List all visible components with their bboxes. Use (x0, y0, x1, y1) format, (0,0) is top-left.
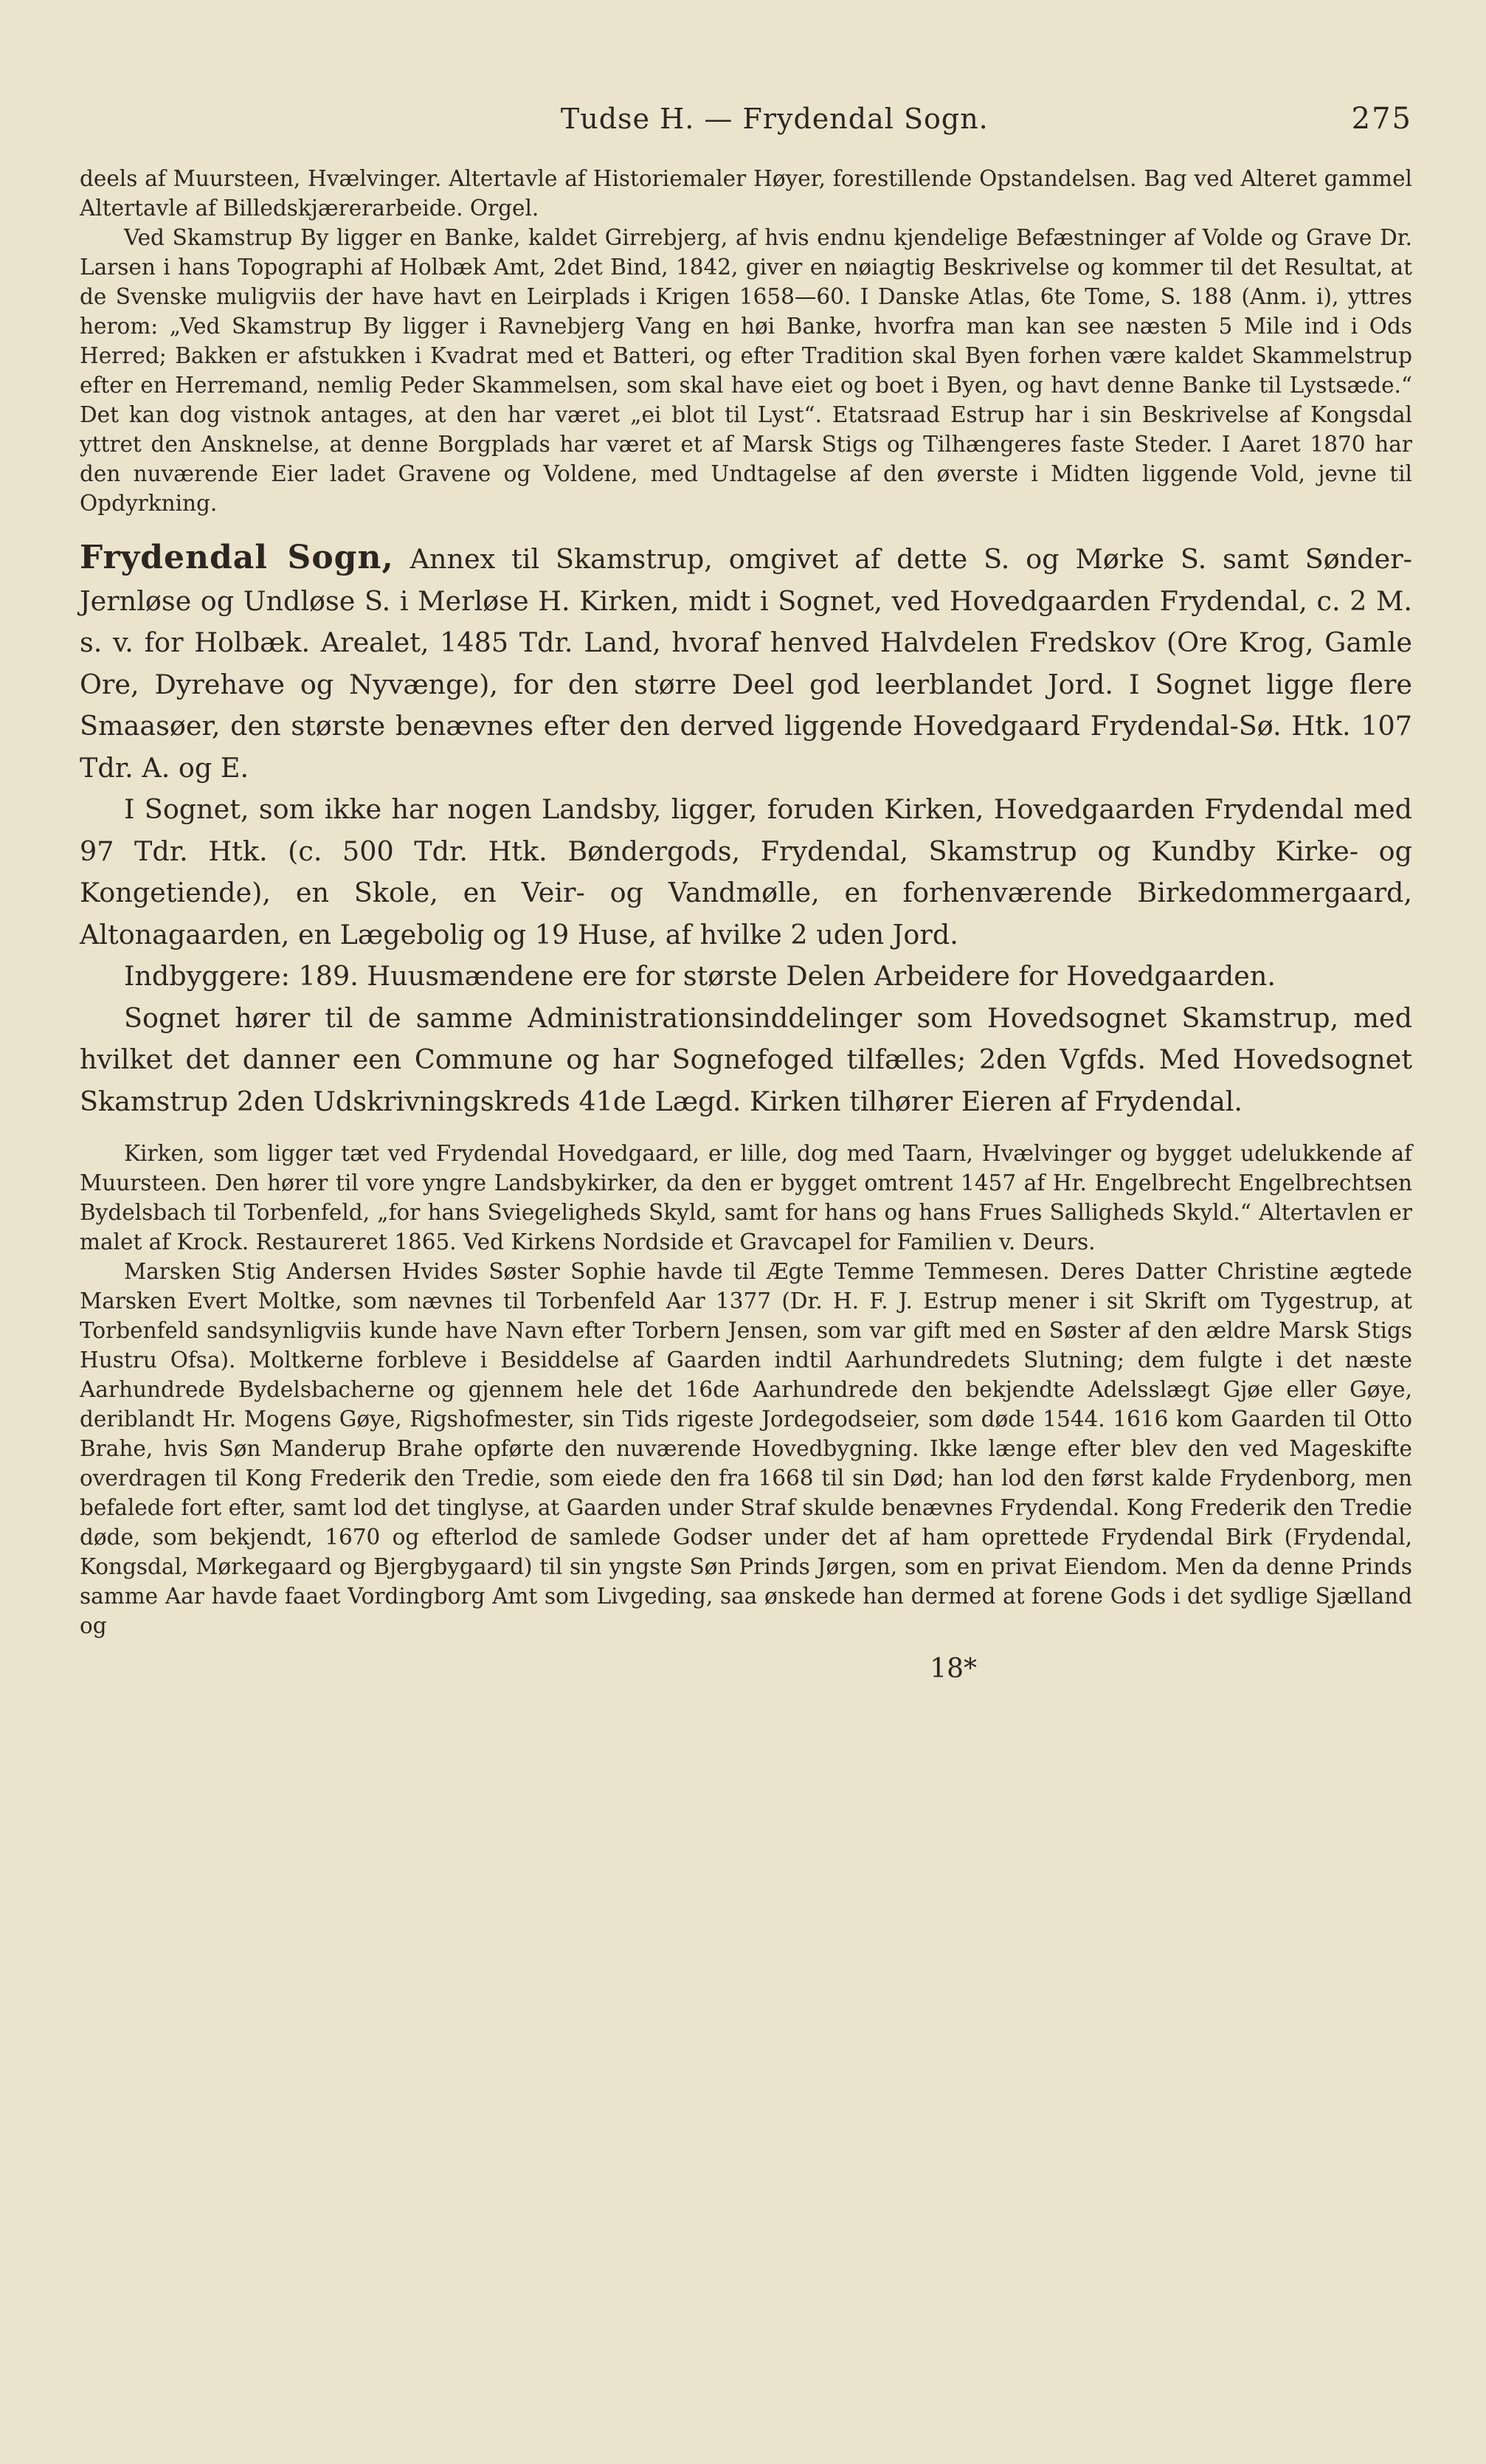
note-history: Marsken Stig Andersen Hvides Søster Sophie havde til Ægte Temme Temmesen. Deres Datter Christine ægtede Marsken Evert Moltke, som nævnes til Torbenfeld Aar 1377 (Dr. H. F. J. Estrup mener i sit Skrift om Tygestrup, at Torbenfeld sandsynligviis kunde have Navn efter Torbern Jensen, som var gift med en Søster af den ældre Marsk Stigs Hustru Ofsa). Moltkerne forbleve i Besiddelse af Gaarden indtil Aarhundredets Slutning; dem fulgte i det næste Aarhundrede Bydelsbacherne og gjennem hele det 16de Aarhundrede den bekjendte Adelsslægt Gjøe eller Gøye, deriblandt Hr. Mogens Gøye, Rigshofmester, sin Tids rigeste Jordegodseier, som døde 1544. 1616 kom Gaarden til Otto Brahe, hvis Søn Manderup Brahe opførte den nuværende Hovedbygning. Ikke længe efter blev den ved Mageskifte overdragen til Kong Frederik den Tredie, som eiede den fra 1668 til sin Død; han lod den først kalde Frydenborg, men befalede fort efter, samt lod det tinglyse, at Gaarden under Straf skulde benævnes Frydendal. Kong Frederik den Tredie døde, som bekjendt, 1670 og efterlod de samlede Godser under det af ham oprettede Frydendal Birk (Frydendal, Kongsdal, Mørkegaard og Bjergbygaard) til sin yngste Søn Prinds Jørgen, som en privat Eiendom. Men da denne Prinds samme Aar havde faaet Vordingborg Amt som Livgeding, saa ønskede han dermed at forene Gods i det sydlige Sjælland og (80, 1259, 1412, 1638)
paragraph-skamstrup-fortification: Ved Skamstrup By ligger en Banke, kaldet Girrebjerg, af hvis endnu kjendelige Befæstninger af Volde og Grave Dr. Larsen i hans Topographi af Holbæk Amt, 2det Bind, 1842, giver en nøiagtig Beskrivelse og kommer til det Resultat, at de Svenske muligviis der have havt en Leirplads i Krigen 1658—60. I Danske Atlas, 6te Tome, S. 188 (Anm. i), yttres herom: „Ved Skamstrup By ligger i Ravnebjerg Vang en høi Banke, hvorfra man kan see næsten 5 Mile ind i Ods Herred; Bakken er afstukken i Kvadrat med et Batteri, og efter Tradition skal Byen forhen være kaldet Skammelstrup efter en Herremand, nemlig Peder Skammelsen, som skal have eiet og boet i Byen, og havt denne Banke til Lystsæde.“ Det kan dog vistnok antages, at den har været „ei blot til Lyst“. Etatsraad Estrup har i sin Beskrivelse af Kongsdal yttret den Ansknelse, at denne Borgplads har været et af Marsk Stigs og Tilhængeres faste Steder. I Aaret 1870 har den nuværende Eier ladet Gravene og Voldene, med Undtagelse af den øverste i Midten liggende Vold, jevne til Opdyrkning. (80, 225, 1412, 516)
frydendal-villages: I Sognet, som ikke har nogen Landsby, ligger, foruden Kirken, Hovedgaarden Frydendal med 97 Tdr. Htk. (c. 500 Tdr. Htk. Bøndergods, Frydendal, Skamstrup og Kundby Kirke- og Kongetiende), en Skole, en Veir- og Vandmølle, en forhenværende Birkedommergaard, Altonagaarden, en Lægebolig og 19 Huse, af hvilke 2 uden Jord. (80, 793, 1412, 950)
section-headword: Frydendal Sogn, (80, 539, 394, 576)
page-number: 275 (1351, 102, 1412, 136)
note-church: Kirken, som ligger tæt ved Frydendal Hovedgaard, er lille, dog med Taarn, Hvælvinger og bygget udelukkende af Muursteen. Den hører til vore yngre Landsbykirker, da den er bygget omtrent 1457 af Hr. Engelbrecht Engelbrechtsen Bydelsbach til Torbenfeld, „for hans Sviegeligheds Skyld, samt for hans og hans Frues Salligheds Skyld.“ Altertavlen er malet af Krock. Restaureret 1865. Ved Kirkens Nordside et Gravcapel for Familien v. Deurs. (80, 1141, 1412, 1255)
frydendal-inhabitants: Indbyggere: 189. Huusmændene ere for største Delen Arbeidere for Hovedgaarden. (124, 960, 1276, 992)
frydendal-administration: Sognet hører til de samme Administrationsinddelinger som Hovedsognet Skamstrup, med hvilket det danner een Commune og har Sognefoged tilfælles; 2den Vgfds. Med Hovedsognet Skamstrup 2den Udskrivningskreds 41de Lægd. Kirken tilhører Eieren af Frydendal. (80, 1001, 1412, 1117)
frydendal-intro-text: Annex til Skamstrup, omgivet af dette S. og Mørke S. samt Sønder-Jernløse og Undløse S. i Merløse H. Kirken, midt i Sognet, ved Hovedgaarden Frydendal, c. 2 M. s. v. for Holbæk. Arealet, 1485 Tdr. Land, hvoraf henved Halvdelen Fredskov (Ore Krog, Gamle Ore, Dyrehave og Nyvænge), for den større Deel god leerblandet Jord. I Sognet ligge flere Smaasøer, den største benævnes efter den derved liggende Hovedgaard Frydendal-Sø. Htk. 107 Tdr. A. og E. (80, 543, 1413, 784)
frydendal-intro (80, 537, 1412, 789)
signature-mark: 18* (930, 1654, 977, 1684)
paragraph-church-continuation: deels af Muursteen, Hvælvinger. Altertavle af Historiemaler Høyer, forestillende Opstandelsen. Bag ved Alteret gammel Altertavle af Billedskjærerarbeide. Orgel. (80, 166, 1412, 221)
running-title: Tudse H. — Frydendal Sogn. (560, 103, 989, 135)
page-header (80, 102, 1412, 146)
book-page (80, 102, 1412, 1684)
